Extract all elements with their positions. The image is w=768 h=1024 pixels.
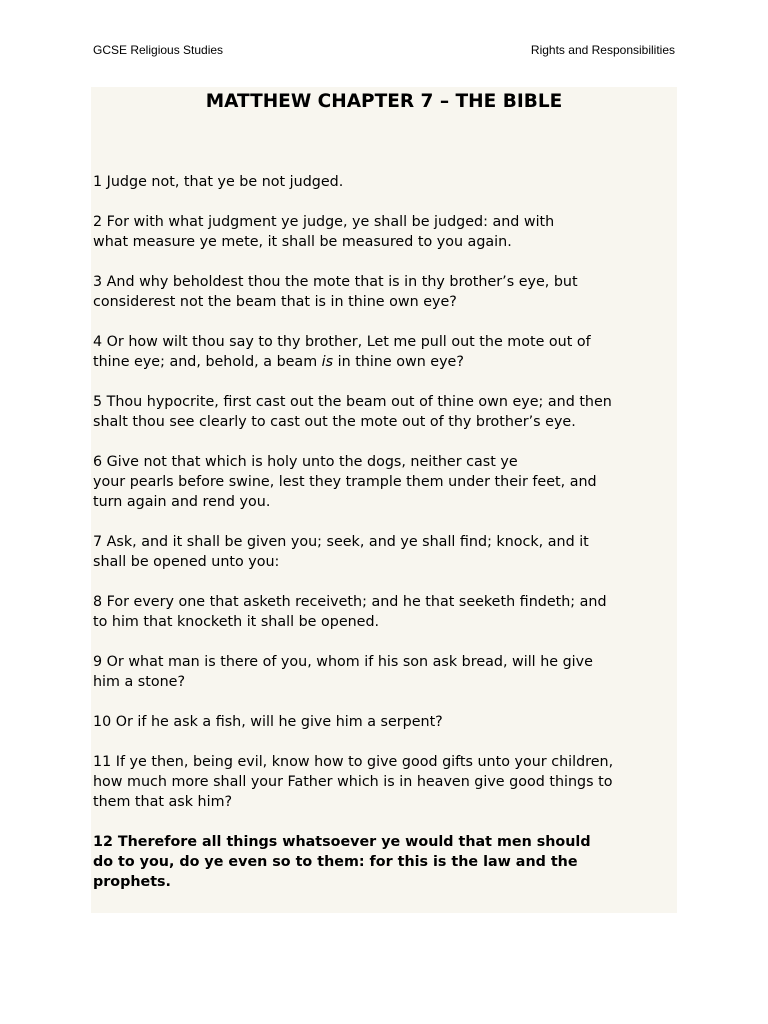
verse-line: 7 Ask, and it shall be given you; seek, and ye shall find; knock, and it xyxy=(93,534,589,550)
verse-line: 8 For every one that asketh receiveth; and he that seeketh findeth; and xyxy=(93,594,607,610)
verse-line: shall be opened unto you: xyxy=(93,554,280,570)
verse-line-part: in thine own eye? xyxy=(333,354,464,370)
verse-line: to him that knocketh it shall be opened. xyxy=(93,614,380,630)
verse-list xyxy=(93,172,677,892)
verse-line: turn again and rend you. xyxy=(93,494,271,510)
verse-italic-word: is xyxy=(321,354,334,370)
verse-line: 3 And why beholdest thou the mote that is in thy brother’s eye, but xyxy=(93,274,578,290)
verse-9 xyxy=(93,652,677,692)
verse-1 xyxy=(93,172,677,192)
scripture-panel xyxy=(91,87,677,913)
verse-12 xyxy=(93,832,677,892)
verse-4 xyxy=(93,332,677,372)
verse-11 xyxy=(93,752,677,812)
verse-line: 4 Or how wilt thou say to thy brother, Let me pull out the mote out of xyxy=(93,334,591,350)
verse-line-part: thine eye; and, behold, a beam xyxy=(93,354,322,370)
header-topic: Rights and Responsibilities xyxy=(530,43,675,57)
verse-line: 2 For with what judgment ye judge, ye shall be judged: and with xyxy=(93,214,555,230)
verse-6 xyxy=(93,452,677,512)
verse-line: 11 If ye then, being evil, know how to give good gifts unto your children, xyxy=(93,754,614,770)
page-title: MATTHEW CHAPTER 7 – THE BIBLE xyxy=(205,91,563,112)
verse-7 xyxy=(93,532,677,572)
verse-2 xyxy=(93,212,677,252)
verse-line: 10 Or if he ask a fish, will he give him a serpent? xyxy=(93,714,443,730)
verse-line: considerest not the beam that is in thine own eye? xyxy=(93,294,457,310)
verse-line: 5 Thou hypocrite, first cast out the beam out of thine own eye; and then xyxy=(93,394,612,410)
verse-8 xyxy=(93,592,677,632)
verse-line: prophets. xyxy=(93,874,171,890)
verse-10 xyxy=(93,712,677,732)
verse-5 xyxy=(93,392,677,432)
verse-line: your pearls before swine, lest they trample them under their feet, and xyxy=(93,474,597,490)
header-subject: GCSE Religious Studies xyxy=(93,43,224,57)
verse-line: 12 Therefore all things whatsoever ye would that men should xyxy=(93,834,591,850)
verse-line: 6 Give not that which is holy unto the dogs, neither cast ye xyxy=(93,454,518,470)
verse-3 xyxy=(93,272,677,312)
verse-line: 9 Or what man is there of you, whom if his son ask bread, will he give xyxy=(93,654,593,670)
verse-line: 1 Judge not, that ye be not judged. xyxy=(93,174,344,190)
verse-line: him a stone? xyxy=(93,674,186,690)
verse-line: do to you, do ye even so to them: for this is the law and the xyxy=(93,854,578,870)
verse-line: what measure ye mete, it shall be measured to you again. xyxy=(93,234,512,250)
verse-line: shalt thou see clearly to cast out the mote out of thy brother’s eye. xyxy=(93,414,576,430)
verse-line: them that ask him? xyxy=(93,794,233,810)
verse-line: how much more shall your Father which is in heaven give good things to xyxy=(93,774,613,790)
